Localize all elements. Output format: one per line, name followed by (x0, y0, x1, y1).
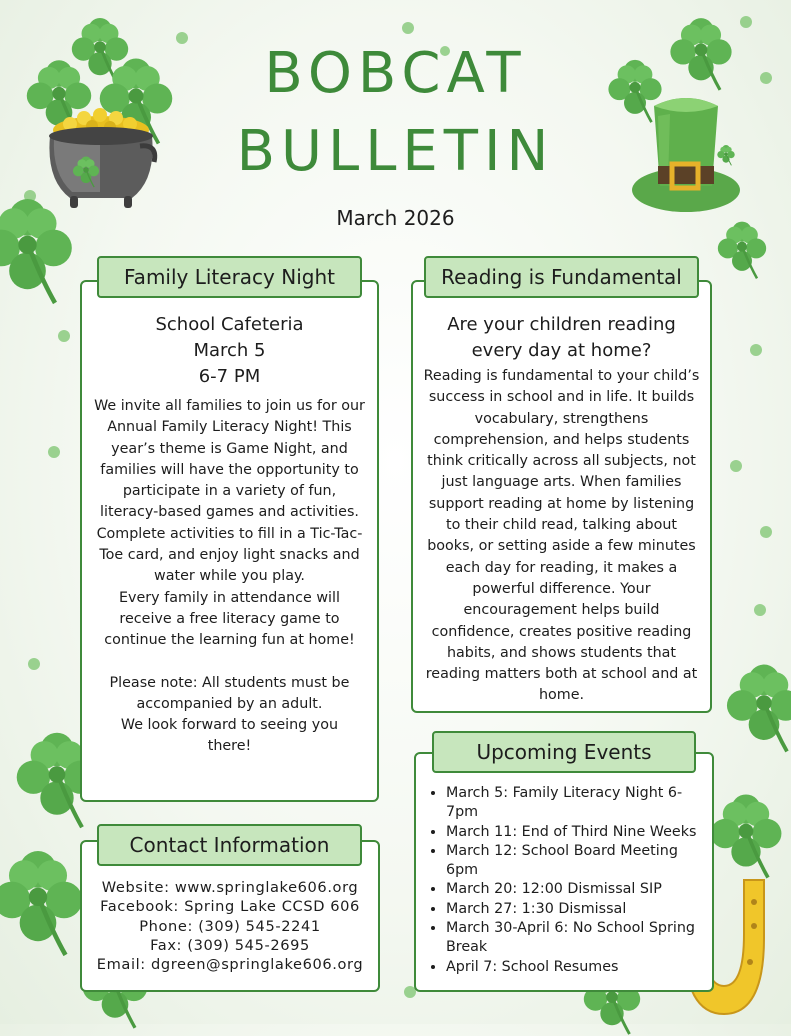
literacy-paragraph-3: Please note: All students must be accompanied by an adult. (109, 674, 350, 712)
shamrock-icon (0, 848, 86, 958)
reading-heading-text: Reading is Fundamental (441, 265, 682, 289)
literacy-paragraph-1: We invite all families to join us for our Annual Family Literacy Night! This year’s theme is Game Night, and families will have the opportunity to participate in a variety of fun, literacy-based games and activities. Complete activities to fill in a Tic-Tac-Toe card, and enjoy light snacks and water while you play. (94, 398, 365, 585)
decor-dot (58, 330, 70, 342)
literacy-paragraph-4: We look forward to seeing you there! (120, 717, 339, 755)
page-title-line1: BOBCAT (264, 41, 527, 106)
event-time: 6-7 PM (198, 366, 261, 387)
event-location: School Cafeteria (155, 314, 304, 335)
list-item: • March 20: 12:00 Dismissal SIP (446, 880, 704, 899)
reading-question: Are your children reading every day at home? (447, 314, 676, 361)
events-heading (432, 731, 696, 773)
reading-heading (424, 256, 699, 298)
contact-website: Website: www.springlake606.org (101, 879, 359, 896)
contact-email: Email: dgreen@springlake606.org (96, 956, 364, 974)
list-item: • March 27: 1:30 Dismissal (446, 900, 704, 919)
literacy-night-heading (97, 256, 362, 298)
issue-date: March 2026 (336, 206, 455, 230)
decor-dot (48, 446, 60, 458)
decor-dot (402, 22, 414, 34)
events-list (416, 784, 704, 977)
reading-body: Reading is fundamental to your child’s success in school and in life. It builds vocabulary, strengthens comprehension, and helps students think critically across all subjects, not just language arts. When families support reading at home by listening to their child read, talking about books, or setting aside a few minutes each day for reading, it makes a powerful difference. Your encouragement helps build confidence, creates positive reading habits, and shows students that reading matters both at school and at home. (423, 368, 700, 704)
decor-dot (176, 32, 188, 44)
list-item: • March 30-April 6: No School Spring Break (446, 919, 704, 958)
decor-dot (754, 604, 766, 616)
decor-dot (730, 460, 742, 472)
contact-heading (97, 824, 362, 866)
literacy-night-box (80, 280, 379, 802)
contact-facebook: Facebook: Spring Lake CCSD 606 (100, 898, 360, 916)
list-item: • March 12: School Board Meeting 6pm (446, 842, 704, 881)
decor-dot (740, 16, 752, 28)
event-date: March 5 (193, 340, 266, 361)
list-item: • March 5: Family Literacy Night 6-7pm (446, 784, 704, 823)
literacy-night-heading-text: Family Literacy Night (124, 265, 335, 289)
decor-dot (28, 658, 40, 670)
shamrock-icon (724, 662, 791, 754)
decor-dot (760, 526, 772, 538)
contact-phone: Phone: (309) 545-2241 (139, 917, 321, 935)
list-item: • April 7: School Resumes (446, 958, 704, 977)
page-title-line2: BULLETIN (236, 119, 555, 184)
literacy-paragraph-2: Every family in attendance will receive a free literacy game to continue the learning fun at home! (104, 589, 355, 649)
list-item: • March 11: End of Third Nine Weeks (446, 823, 704, 842)
shamrock-icon (708, 792, 784, 880)
contact-heading-text: Contact Information (129, 833, 330, 857)
events-box (414, 752, 714, 992)
reading-box (411, 280, 712, 713)
contact-fax: Fax: (309) 545-2695 (150, 936, 310, 954)
decor-dot (750, 344, 762, 356)
events-heading-text: Upcoming Events (476, 740, 652, 764)
